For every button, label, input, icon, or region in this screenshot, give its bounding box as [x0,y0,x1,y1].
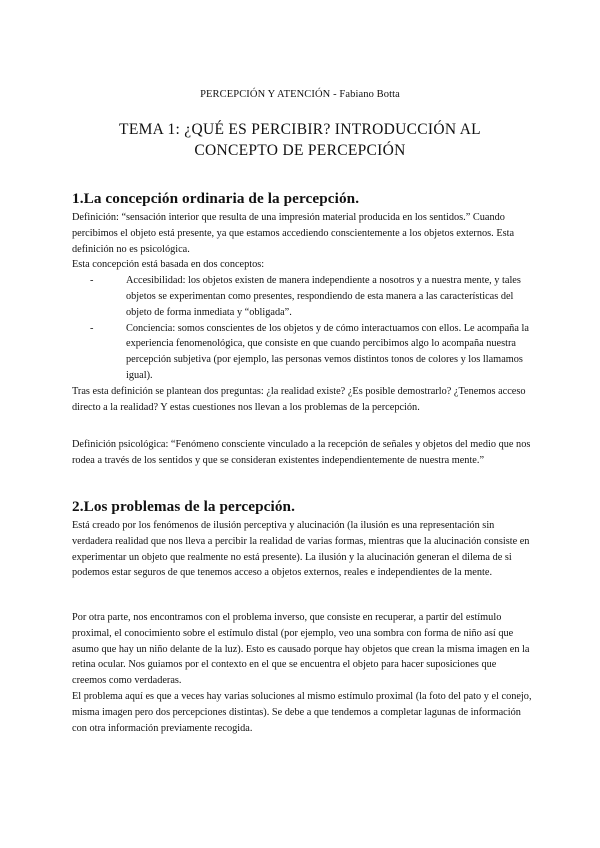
definition-paragraph: Definición: “sensación interior que resulta de una impresión material producida en los sentidos.” Cuando percibimos el objeto está presente, ya que estamos accediendo conscientemente a los objetos externos. Esta definición no es psicológica. [72,212,515,255]
section-2-body-b [72,610,532,736]
document-title [60,119,540,161]
inverse-problem-paragraph: Por otra parte, nos encontramos con el problema inverso, que consiste en recuperar, a partir del estímulo proximal, el conocimiento sobre el estímulo distal (por ejemplo, veo una sombra con forma de niño así que asumo que hay un niño delante de la luz). Esto es causado porque hay objetos que crean la misma imagen en la retina ocular. Nos guiamos por el contexto en el que se encuentra el objeto para hacer suposiciones que creemos como verdaderas. [72,612,530,687]
title-line-1: TEMA 1: ¿QUÉ ES PERCIBIR? INTRODUCCIÓN AL [119,121,481,138]
section-1-body [72,210,532,415]
dash-bullet: - [90,322,94,334]
bullet-text-conciencia: Conciencia: somos conscientes de los objetos y de cómo interactuamos con ellos. Le acompaña la experiencia fenomenológica, que consiste en que cuando percibimos algo lo acompaña nuestra percepción subjetiva (por ejemplo, las personas vemos distintos tonos de colores y los llamamos igual). [126,322,529,381]
questions-paragraph: Tras esta definición se plantean dos preguntas: ¿la realidad existe? ¿Es posible demostrarlo? ¿Tenemos acceso directo a la realidad? Y estas cuestiones nos llevan a los problemas de la percepción. [72,385,526,413]
list-item [90,273,532,320]
concepts-intro: Esta concepción está basada en dos conceptos: [72,259,265,271]
section-1-heading: 1.La concepción ordinaria de la percepción. [72,190,360,207]
list-item [90,321,532,384]
psych-definition-block [72,437,532,469]
bullet-text-accesibilidad: Accesibilidad: los objetos existen de manera independiente a nosotros y a nuestra mente, y tales objetos se experimentan como presentes, respondiendo de esta manera a las características del objeto de forma inmediata y “obligada”. [126,275,521,318]
multiple-solutions-paragraph: El problema aquí es que a veces hay varias soluciones al mismo estímulo proximal (la foto del pato y el conejo, misma imagen pero dos percepciones distintas). Se debe a que tendemos a completar lagunas de información con otra información previamente recogida. [72,690,532,734]
dash-bullet: - [90,275,94,287]
section-2-heading: 2.Los problemas de la percepción. [72,498,295,515]
section-2-body-a [72,518,532,581]
title-line-2: CONCEPTO DE PERCEPCIÓN [194,142,406,159]
concepts-list [72,273,532,384]
document-header: PERCEPCIÓN Y ATENCIÓN - Fabiano Botta [200,89,400,100]
psych-definition-paragraph: Definición psicológica: “Fenómeno consciente vinculado a la recepción de señales y objetos del medio que nos rodea a través de los sentidos y que se consideran existentes independientemente de nuestra mente.” [72,439,531,466]
illusion-paragraph: Está creado por los fenómenos de ilusión perceptiva y alucinación (la ilusión es una representación sin verdadera realidad que nos lleva a percibir la realidad de varias formas, mientras que la alucinación consiste en experimentar un objeto que realmente no está presente). La ilusión y la alucinación generan el dilema de si podemos estar seguros de que tenemos acceso a objetos externos, reales e independientes de la mente. [72,520,530,579]
